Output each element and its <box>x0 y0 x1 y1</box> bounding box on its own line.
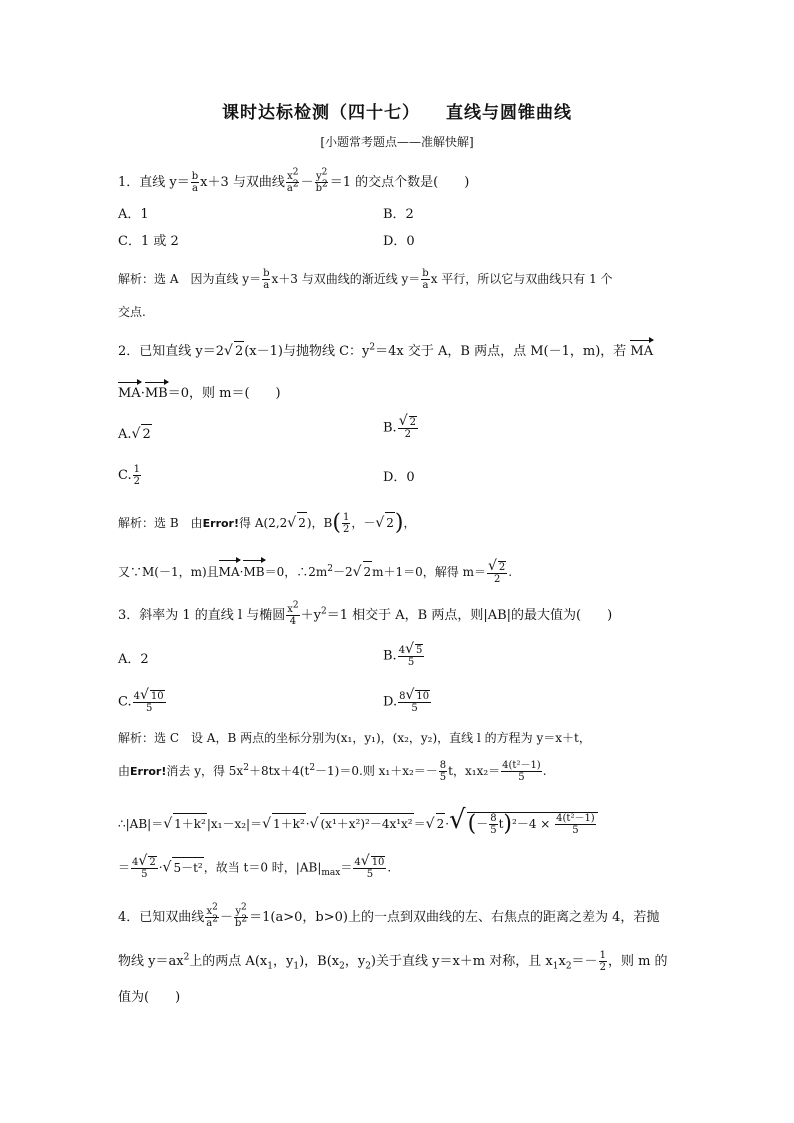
page-subtitle: [小题常考题点——准解快解] <box>320 135 474 149</box>
question-2-solution-line-2: 又∵M(－1，m)且MA·MB＝0，$\therefore 2m^2-2√$ 2m＋1＝0，解得 m＝ $\frac{√ 2}{2}$ . <box>118 557 513 585</box>
question-3-stem: 3．斜率为 1 的直线 l 与椭圆 $\frac{x^2}{4}$ $+y^2=1$ 相交于 A，B 两点，则|AB|的最大值为( ) <box>118 600 613 627</box>
question-2-stem-line-1: 2．已知直线 y＝2√ 2(x－1)与抛物线 C：$y^2=4x$ 交于 A，B 两点，点 M(－1，m)，若 MA <box>118 338 653 362</box>
question-3-solution-line-1: 解析：选 C 设 A，B 两点的坐标分别为(x₁，y₁)，(x₂，y₂)，直线 l 的方程为 y＝x＋t， <box>118 731 591 745</box>
title-topic: 直线与圆锥曲线 <box>446 103 572 123</box>
question-1-solution-line-1: 解析：选 A 因为直线 y＝ $\frac{b}{a}$ x＋3 与双曲线的渐近线 y＝ $\frac{b}{a}$ x 平行，所以它与双曲线只有 1 个 <box>118 268 613 291</box>
question-4-stem-line-3: 值为( ) <box>118 990 181 1005</box>
question-1-option-b: B．2 <box>383 207 414 222</box>
question-3-solution-line-2: 由Error!消去 y，得 $5x^2+8tx+4(t^2-1)=0$.则 x₁＋x₂＝－ $\frac{8}{5}$ t，x₁x₂＝ $\frac{\text{4(t²－1)}}{5}$ . <box>118 760 547 783</box>
question-2-option-c: C. $\frac{1}{2}$ <box>118 464 140 487</box>
question-2-option-d: D．0 <box>383 470 415 485</box>
page-title <box>0 98 794 123</box>
question-3-solution-line-3: ∴|AB|＝√ 1＋k²|x₁－x₂|＝√ 1＋k²·√ (x¹＋x²)²－4x¹x²＝√ 2·√(－ $\frac{8}{5}$ t)²－4 × $\frac{\text{4(t²－1)}}{5}$ <box>118 810 598 836</box>
question-1-option-a: A．1 <box>118 207 149 222</box>
question-1-option-d: D．0 <box>383 234 415 249</box>
fraction-b-over-a: $\frac{b}{a}$ <box>191 171 199 194</box>
question-3-solution-line-4: ＝ $\frac{4√ 2}{5}$ ·√ 5－t²，故当 t＝0 时，$|AB|_{max}=$ $\frac{4√ 10}{5}$ . <box>118 853 392 880</box>
fraction-y2-over-b2: $\frac{y^2}{b^2}$ <box>315 167 328 194</box>
question-2-option-a: A.√ 2 <box>118 424 152 445</box>
question-4-stem-line-1: 4．已知双曲线 $\frac{x^2}{a^2}$ － $\frac{y^2}{b^2}$ ＝1(a>0，b>0)上的一点到双曲线的左、右焦点的距离之差为 4，若抛 <box>118 902 660 929</box>
question-2-solution-line-1: 解析：选 B 由Error!得 A(2,2√ 2)，B( $\frac{1}{2}$ ，－√ 2)， <box>118 510 416 536</box>
question-2-stem-line-2: MA·MB＝0，则 m＝( ) <box>118 380 281 404</box>
question-1-solution-line-2: 交点. <box>118 305 146 319</box>
question-1-option-c: C．1 或 2 <box>118 234 179 249</box>
question-3-option-b: B. $\frac{4√ 5}{5}$ <box>383 641 423 668</box>
question-1-stem: 1．直线 y＝ $\frac{b}{a}$ x＋3 与双曲线 $\frac{x^2}{a^2}$ － $\frac{y^2}{b^2}$ ＝1 的交点个数是( ) <box>118 167 470 194</box>
question-3-option-d: D. $\frac{8√ 10}{5}$ <box>383 687 430 714</box>
question-4-stem-line-2: 物线 $y=ax^2$上的两点 $A(x_1$，$y_1$)，$B(x_2$，$y_2$)关于直线 y＝x＋m 对称，且 $x_1x_2=-$ $\frac{1}{2}$ ，则 m 的 <box>118 950 668 973</box>
title-lesson: 课时达标检测（四十七） <box>222 103 420 123</box>
question-3-option-a: A．2 <box>118 652 149 667</box>
vector-mb: MB <box>145 380 168 404</box>
fraction-x2-over-a2: $\frac{x^2}{a^2}$ <box>286 167 299 194</box>
vector-ma: MA <box>630 338 653 362</box>
question-3-option-c: C. $\frac{4√ 10}{5}$ <box>118 687 164 714</box>
question-2-option-b: B. $\frac{√ 2}{2}$ <box>383 413 416 440</box>
